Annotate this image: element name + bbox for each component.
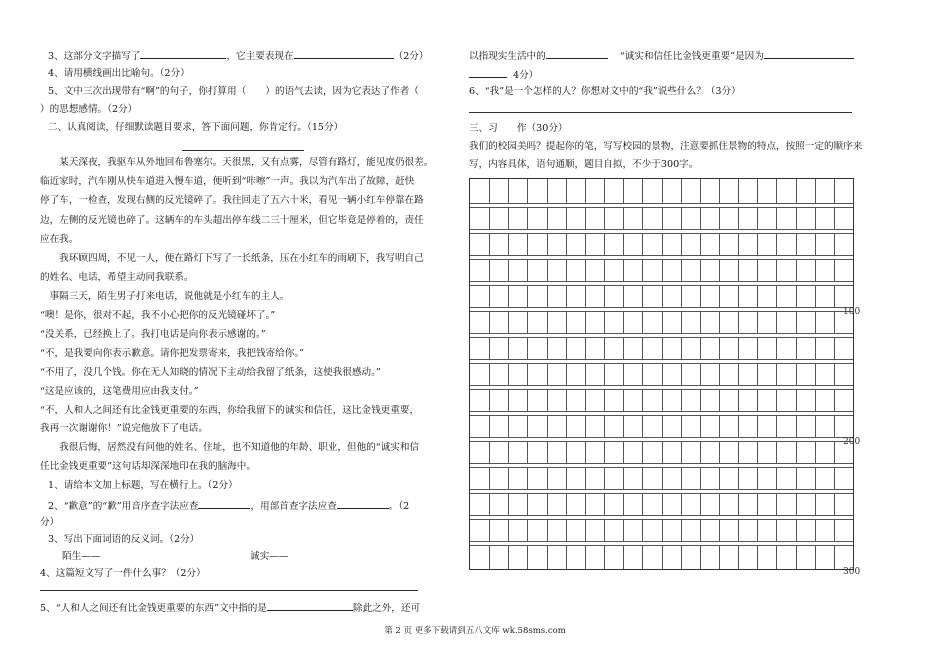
q3-text-c: （2分） xyxy=(393,51,429,62)
essay-prompt-line1: 我们的校园美吗？提起你的笔，写写校园的景物，注意要抓住景物的特点，按照一定的顺序来 xyxy=(469,141,863,152)
answer-blank[interactable] xyxy=(337,498,389,509)
answer-blank[interactable] xyxy=(294,48,394,59)
grid-row-line xyxy=(470,493,853,494)
answer-line[interactable] xyxy=(40,590,418,591)
grid-column-line xyxy=(700,179,701,569)
word-count-marker-300: 300 xyxy=(843,567,861,577)
grid-row-line xyxy=(470,233,853,234)
grid-column-line xyxy=(623,179,624,569)
grid-row-line xyxy=(470,545,853,546)
essay-prompt-line2: 写，内容具体，语句通顺，题目自拟，不少于300字。 xyxy=(469,159,699,170)
grid-row-line xyxy=(470,203,853,204)
question-5-line1: 5、文中三次出现带有“啊”的句子，你打算用（ ）的语气去读，因为它表达了作者（ xyxy=(48,86,419,97)
question-5-line2: ）的思想感情。（2分） xyxy=(40,104,138,115)
grid-column-line xyxy=(585,179,586,569)
passage-line: 的姓名、电话，希望主动同我联系。 xyxy=(40,272,194,283)
word-count-marker-200: 200 xyxy=(843,437,861,447)
answer-blank[interactable] xyxy=(764,48,854,59)
question-5c-line xyxy=(40,600,420,615)
grid-column-line xyxy=(547,179,548,569)
cont-text-b: “诚实和信任比金钱更重要”是因为 xyxy=(619,51,764,62)
grid-row-line xyxy=(470,207,853,208)
cont-score: 4分） xyxy=(513,70,539,81)
question-2-line xyxy=(48,498,409,513)
section-3-title: 三、习 作（30分） xyxy=(469,123,568,134)
question-2-score: 分） xyxy=(40,517,60,528)
antonym-2: 诚实—— xyxy=(250,551,289,562)
grid-row-line xyxy=(470,441,853,442)
question-1: 1、请给本文加上标题，写在横行上。（2分） xyxy=(48,480,238,491)
grid-column-line xyxy=(776,179,777,569)
answer-blank[interactable] xyxy=(469,67,507,78)
passage-line: 应在我。 xyxy=(40,234,79,245)
grid-row-line xyxy=(470,385,853,386)
grid-row-line xyxy=(470,259,853,260)
passage-line: “噢！是你，很对不起，我不小心把你的反光镜碰坏了。” xyxy=(40,310,276,321)
grid-row-line xyxy=(470,519,853,520)
essay-writing-grid[interactable] xyxy=(469,178,854,570)
question-3b: 3、写出下面词语的反义词。（2分） xyxy=(48,534,200,545)
grid-row-line xyxy=(470,489,853,490)
grid-column-line xyxy=(604,179,605,569)
grid-row-line xyxy=(470,541,853,542)
grid-row-line xyxy=(470,255,853,256)
grid-column-line xyxy=(681,179,682,569)
answer-blank[interactable] xyxy=(140,48,226,59)
q2-text-a: 2、“歉意”的“歉”用音序查字法应查 xyxy=(48,501,199,512)
passage-line: “不，人和人之间还有比金钱更重要的东西，你给我留下的诚实和信任，这比金钱更重要， xyxy=(40,405,420,416)
passage-line: 某天深夜，我驱车从外地回布鲁塞尔。天很黑，又有点雾，尽管有路灯，能见度仍很差。 xyxy=(40,157,434,168)
answer-blank[interactable] xyxy=(267,600,353,611)
grid-row-line xyxy=(470,337,853,338)
grid-row-line xyxy=(470,389,853,390)
passage-line: “不，是我要向你表示歉意。请你把发票寄来，我把钱寄给你。” xyxy=(40,348,305,359)
grid-row-line xyxy=(470,359,853,360)
grid-column-line xyxy=(719,179,720,569)
passage-line: 事隔三天，陌生男子打来电话，说他就是小红车的主人。 xyxy=(40,291,290,302)
grid-column-line xyxy=(815,179,816,569)
grid-row-line xyxy=(470,281,853,282)
grid-row-line xyxy=(470,515,853,516)
grid-row-line xyxy=(470,285,853,286)
answer-blank[interactable] xyxy=(546,48,608,59)
q5c-text-a: 5、“人和人之间还有比金钱更重要的东西”文中指的是 xyxy=(40,603,267,614)
grid-column-line xyxy=(662,179,663,569)
grid-row-line xyxy=(470,311,853,312)
grid-row-line xyxy=(470,307,853,308)
grid-row-line xyxy=(470,333,853,334)
continuation-line xyxy=(469,48,854,63)
page-footer: 第 2 页 更多下载请到五八文库 wk.58sms.com xyxy=(384,626,566,636)
grid-row-line xyxy=(470,363,853,364)
question-6: 6、“我”是一个怎样的人？你想对文中的“我”说些什么？（3分） xyxy=(469,86,741,97)
section-2-title: 二、认真阅读，仔细默读题目要求，答下面问题，你肯定行。（15分） xyxy=(48,122,344,133)
grid-row-line xyxy=(470,229,853,230)
grid-column-line xyxy=(738,179,739,569)
grid-column-line xyxy=(566,179,567,569)
q3-text-b: ，它主要表现在 xyxy=(226,51,294,62)
q5c-text-b: 除此之外，还可 xyxy=(352,603,421,614)
grid-row-line xyxy=(470,463,853,464)
grid-row-line xyxy=(470,411,853,412)
grid-column-line xyxy=(489,179,490,569)
answer-line[interactable] xyxy=(469,112,852,113)
q2-text-c: 。（2 xyxy=(388,501,410,512)
passage-line: 临近家时，汽车刚从快车道进入慢车道，便听到“咔嚓”一声。我以为汽车出了故障，赶快 xyxy=(40,176,415,187)
cont-text-a: 以指现实生活中的 xyxy=(469,51,546,62)
grid-row-line xyxy=(470,467,853,468)
passage-line: “不用了，没几个钱。你在无人知晓的情况下主动给我留了纸条，这使我很感动。” xyxy=(40,367,381,378)
grid-column-line xyxy=(757,179,758,569)
question-4: 4、请用横线画出比喻句。（2分） xyxy=(48,68,190,79)
question-3-line xyxy=(48,48,429,63)
passage-line: 我再一次谢谢你！”说完他放下了电话。 xyxy=(40,423,208,434)
passage-line: 任比金钱更重要”这句话却深深地印在我的脑海中。 xyxy=(40,461,256,472)
antonym-1: 陌生—— xyxy=(62,551,101,562)
q3-text-a: 3、这部分文字描写了 xyxy=(48,51,141,62)
passage-line: “这是应该的，这笔费用应由我支付。” xyxy=(40,386,199,397)
word-count-marker-100: 100 xyxy=(843,307,861,317)
passage-line: “没关系，已经换上了。我打电话是向你表示感谢的。” xyxy=(40,329,266,340)
grid-column-line xyxy=(642,179,643,569)
title-answer-line[interactable] xyxy=(182,150,304,151)
passage-line: 我很后悔，居然没有问他的姓名、住址，也不知道他的年龄、职业，但他的“诚实和信 xyxy=(40,442,420,453)
grid-column-line xyxy=(796,179,797,569)
q2-text-b: ，用部首查字法应查 xyxy=(250,501,337,512)
passage-line: 边，左侧的反光镜也碎了。这辆车的车头超出停车线二三十厘米，但它毕竟是停着的，责任 xyxy=(40,215,424,226)
grid-column-line xyxy=(508,179,509,569)
continuation-score-line xyxy=(469,67,538,82)
grid-row-line xyxy=(470,415,853,416)
answer-blank[interactable] xyxy=(198,498,250,509)
passage-line: 我环顾四周，不见一人，便在路灯下写了一长纸条，压在小红车的雨刷下，我写明自己 xyxy=(40,253,424,264)
passage-line: 停了车，一检查，发现右侧的反光镜碎了。我往回走了五六十米，看见一辆小红车停靠在路 xyxy=(40,195,424,206)
grid-row-line xyxy=(470,437,853,438)
question-4b: 4、这篇短文写了一件什么事？（2分） xyxy=(40,568,206,579)
grid-column-line xyxy=(834,179,835,569)
grid-column-line xyxy=(527,179,528,569)
